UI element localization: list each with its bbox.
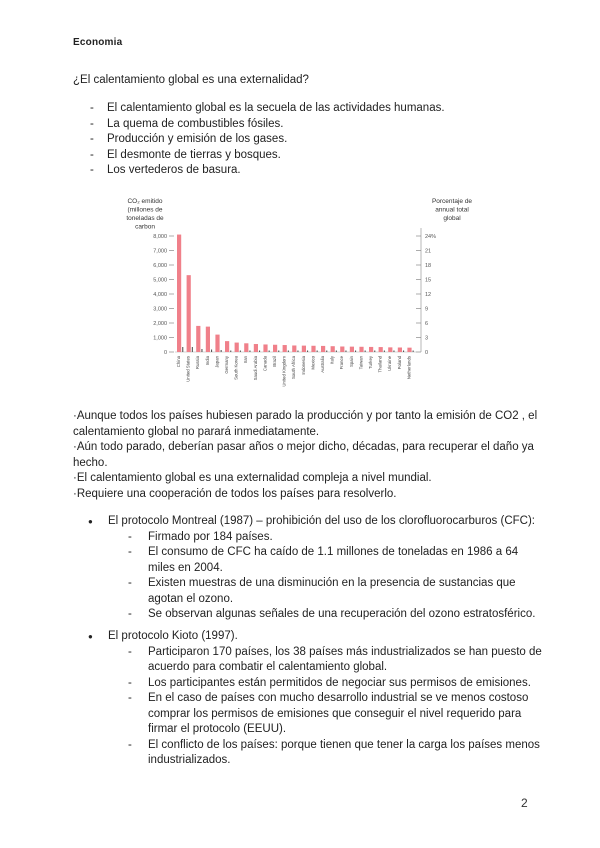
marker-bar [326,351,327,353]
y-tick-label: 7,000 [153,248,167,255]
bullet-heading: ● El protocolo Kioto (1997). [88,629,548,645]
marker-bar [317,351,318,353]
co2-bar [321,346,325,352]
x-tick-label: Japan [214,356,220,368]
y-tick-label: 6,000 [153,263,167,269]
marker-bar [374,351,375,353]
y2-tick-label: 15 [425,277,432,284]
x-tick-label: France [339,356,345,370]
y2-tick-label: 3 [425,335,429,342]
y-tick-label: 5,000 [153,277,167,284]
x-tick-label: Thailand [377,356,383,373]
x-tick-label: Taiwan [358,356,364,370]
marker-bar [240,351,241,353]
marker-bar [384,351,385,353]
marker-bar [393,351,394,353]
co2-bar [302,346,306,352]
co2-bar [407,348,411,352]
list-item: - El desmonte de tierras y bosques. [90,148,445,164]
paragraph: ·Aunque todos los países hubiesen parado la producción y por tanto la emisión de CO2 , el calentamiento global no parará inmediatamente. [73,410,538,438]
x-tick-label: Germany [224,356,229,374]
x-tick-label: Saudi Arabia [252,356,258,381]
y2-tick-label: 18 [425,263,432,269]
y2-tick-label: 12 [425,292,432,298]
montreal-sublist [88,530,548,623]
summary-paragraphs [73,409,543,503]
list-item: - Los vertederos de basura. [90,163,445,179]
marker-bar [403,351,404,353]
y2-axis-label: annual total [435,206,469,214]
y-axis-label: CO₂ emitido [127,198,163,205]
x-tick-label: Turkey [368,356,373,369]
section-question: ¿El calentamiento global es una externalidad? [73,74,309,86]
marker-bar [336,351,337,353]
co2-bar [177,235,181,352]
co2-bar [311,346,315,352]
paragraph: ·Requiere una cooperación de todos los países para resolverlo. [73,487,397,500]
x-tick-label: Italy [329,356,335,364]
marker-bar [297,351,298,353]
co2-bar [292,345,296,352]
co2-bar [350,347,354,352]
list-item: - Se observan algunas señales de una recuperación del ozono estratosférico. [128,607,548,623]
list-item: - La quema de combustibles fósiles. [90,117,445,133]
list-item: - Producción y emisión de los gases. [90,132,445,148]
marker-bar [192,347,193,352]
y2-axis-label: global [443,215,461,222]
marker-bar [269,351,270,353]
x-tick-label: South Africa [291,356,297,380]
marker-bar [221,350,222,352]
y-tick-label: 2,000 [153,321,167,327]
co2-bar [379,347,383,352]
list-item: - En el caso de países con mucho desarrollo industrial se ve menos costoso comprar los permisos de emisiones que conseguir el nivel requerido para firmar el protocolo (EEUU). [128,691,548,738]
y-tick-label: 4,000 [153,292,167,298]
co2-bar [215,335,219,352]
marker-bar [249,351,250,353]
x-tick-label: Russia [195,356,201,370]
marker-bar [307,351,308,353]
marker-bar [288,351,289,353]
co2-bar [244,343,248,352]
y2-tick-label: 24% [425,234,437,240]
y-axis-label: carbon [135,223,155,231]
co2-bar [235,343,239,352]
co2-bar [340,346,344,352]
x-tick-label: Ukraine [387,356,393,371]
y2-tick-label: 21 [425,248,432,255]
x-tick-label: China [176,356,181,368]
y-tick-label: 1,000 [153,335,167,342]
x-tick-label: Australia [320,356,325,373]
paragraph: ·El calentamiento global es una externalidad compleja a nivel mundial. [73,472,432,485]
co2-bar [369,347,373,352]
x-tick-label: Iran [243,356,249,364]
paragraph: ·Aún todo parado, deberían pasar años o mejor dicho, décadas, para recuperar el daño ya hecho. [73,441,534,469]
marker-bar [211,350,212,353]
marker-bar [201,349,202,352]
document-header: Economia [73,37,123,48]
y2-tick-label: 6 [425,321,429,327]
y-tick-label: 3,000 [153,306,167,313]
co2-bar [225,341,229,352]
co2-bar [196,326,200,352]
y2-axis-label: Porcentaje de [431,198,473,205]
marker-bar [230,351,231,353]
co2-bar [254,344,258,352]
co2-bar [273,345,277,352]
x-tick-label: United Kingdom [281,356,287,387]
list-item: - El conflicto de los países: porque tienen que tener la carga los países menos industrializados. [128,738,548,769]
x-tick-label: Spain [348,356,354,367]
co2-emissions-chart [100,190,480,400]
marker-bar [278,351,279,353]
list-item: - El calentamiento global es la secuela de las actividades humanas. [90,101,445,117]
co2-bar [359,347,363,352]
co2-bar [398,348,402,352]
x-tick-label: United States [185,356,191,382]
co2-bar [283,345,287,352]
y-tick-label: 8,000 [153,234,167,240]
x-tick-label: India [204,356,210,366]
co2-bar [206,327,210,352]
bullet-heading: ● El protocolo Montreal (1987) – prohibición del uso de los clorofluorocarburos (CFC): [88,514,548,530]
list-item: - Participaron 170 países, los 38 países más industrializados se han puesto de acuerdo para combatir el calentamiento global. [128,645,548,676]
co2-bar [331,346,335,352]
x-tick-label: Netherlands [406,356,412,380]
page-number: 2 [521,796,528,810]
y-axis-label: toneladas de [126,215,164,222]
marker-bar [413,351,414,353]
list-item: - Los participantes están permitidos de negociar sus permisos de emisiones. [128,676,548,692]
x-tick-label: Poland [396,356,402,370]
y-axis-label: (millones de [127,206,163,214]
marker-bar [355,351,356,353]
marker-bar [365,351,366,353]
y2-tick-label: 0 [425,350,429,356]
kyoto-sublist [88,645,548,769]
marker-bar [182,347,183,352]
x-tick-label: Mexico [310,356,316,370]
list-item: - El consumo de CFC ha caído de 1.1 millones de toneladas en 1986 a 64 miles en 2004. [128,545,548,576]
x-tick-label: Brazil [272,356,277,367]
kyoto-protocol-section [88,629,548,769]
montreal-protocol-section [88,514,548,623]
marker-bar [345,351,346,353]
causes-list [90,101,445,179]
y2-tick-label: 9 [425,306,429,313]
x-tick-label: South Korea [233,356,239,380]
y-tick-label: 0 [163,350,167,356]
list-item: - Firmado por 184 países. [128,530,548,546]
co2-bar [187,275,191,352]
marker-bar [259,351,260,353]
co2-bar [263,344,267,352]
co2-bar [388,347,392,352]
x-tick-label: Indonesia [300,356,306,375]
list-item: - Existen muestras de una disminución en la presencia de sustancias que agotan el ozono. [128,576,548,607]
bar-chart-figure [100,190,480,400]
x-tick-label: Canada [262,356,268,372]
